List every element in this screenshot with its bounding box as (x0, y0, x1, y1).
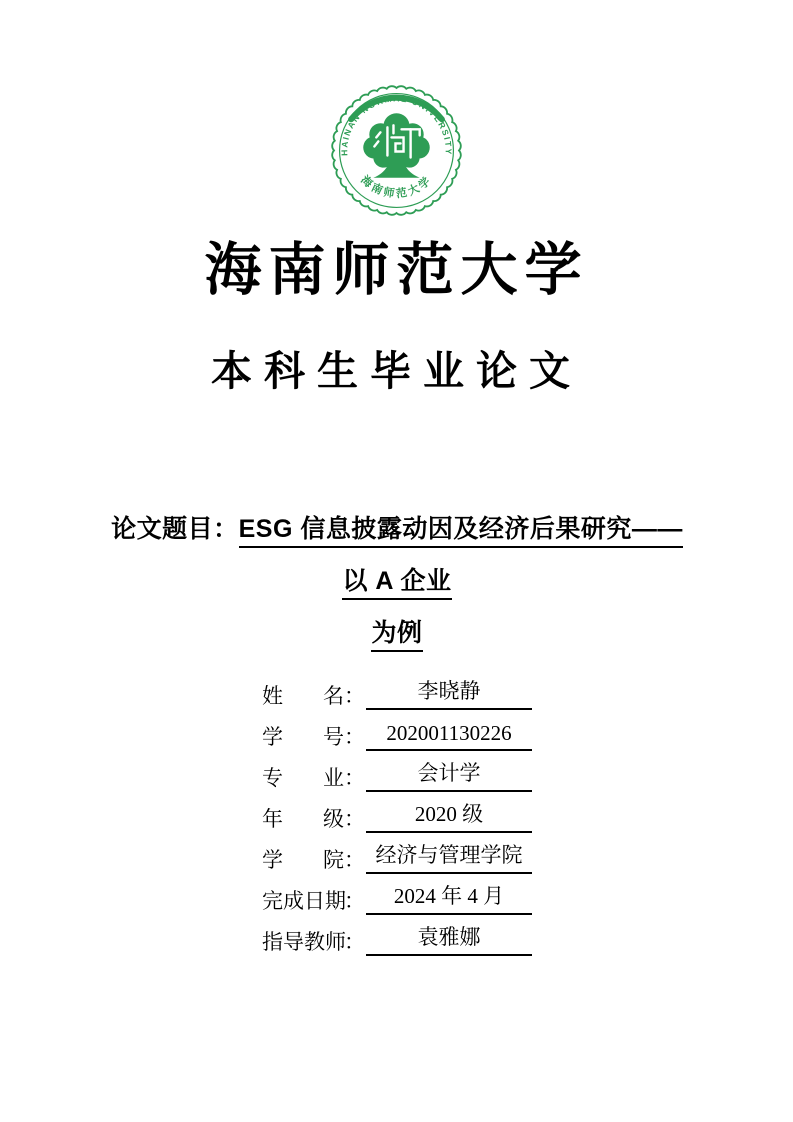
thesis-title-line1 (100, 503, 694, 607)
thesis-title-text-continued: 为例 (371, 619, 422, 652)
field-row-college (262, 843, 532, 874)
field-value-major: 会计学 (366, 757, 532, 792)
field-row-student-id (262, 721, 532, 751)
field-colon: ： (344, 725, 365, 749)
university-name: 海南师范大学 (204, 236, 589, 303)
field-row-grade (262, 802, 532, 833)
logo-seal-text: 海南师范大学 (358, 173, 435, 201)
thesis-title (100, 503, 694, 659)
field-value-completion-date: 2024 年 4 月 (366, 880, 532, 915)
field-colon: ： (344, 766, 365, 790)
field-label-name: 姓名 (262, 684, 344, 708)
field-value-student-id: 202001130226 (366, 721, 532, 751)
field-label-advisor: 指导教师 (262, 930, 346, 954)
field-row-completion-date (262, 884, 532, 915)
document-type-heading: 本科生毕业论文 (211, 348, 582, 394)
field-label-grade: 年级 (262, 807, 344, 831)
field-value-advisor: 袁雅娜 (366, 921, 532, 956)
field-colon: ： (344, 889, 365, 913)
field-row-name (262, 679, 532, 710)
thesis-title-label: 论文题目： (111, 515, 239, 543)
logo-ring-text: HAINAN NORMAL UNIVERSITY (339, 93, 454, 156)
field-value-college: 经济与管理学院 (366, 839, 532, 874)
field-label-major: 专业 (262, 766, 344, 790)
university-logo (331, 85, 462, 216)
field-colon: ： (344, 848, 365, 872)
field-value-name: 李晓静 (366, 675, 532, 710)
field-colon: ： (344, 807, 365, 831)
thesis-title-text: ESG 信息披露动因及经济后果研究——以 A 企业 (239, 515, 683, 600)
info-form (262, 679, 532, 971)
thesis-title-line2 (100, 607, 694, 659)
field-row-advisor (262, 925, 532, 956)
field-colon: ： (344, 684, 365, 708)
field-label-student-id: 学号 (262, 725, 344, 749)
field-label-college: 学院 (262, 848, 344, 872)
field-value-grade: 2020 级 (366, 798, 532, 833)
field-label-completion-date: 完成日期 (262, 889, 346, 913)
field-row-major (262, 761, 532, 792)
field-colon: ： (344, 930, 365, 954)
